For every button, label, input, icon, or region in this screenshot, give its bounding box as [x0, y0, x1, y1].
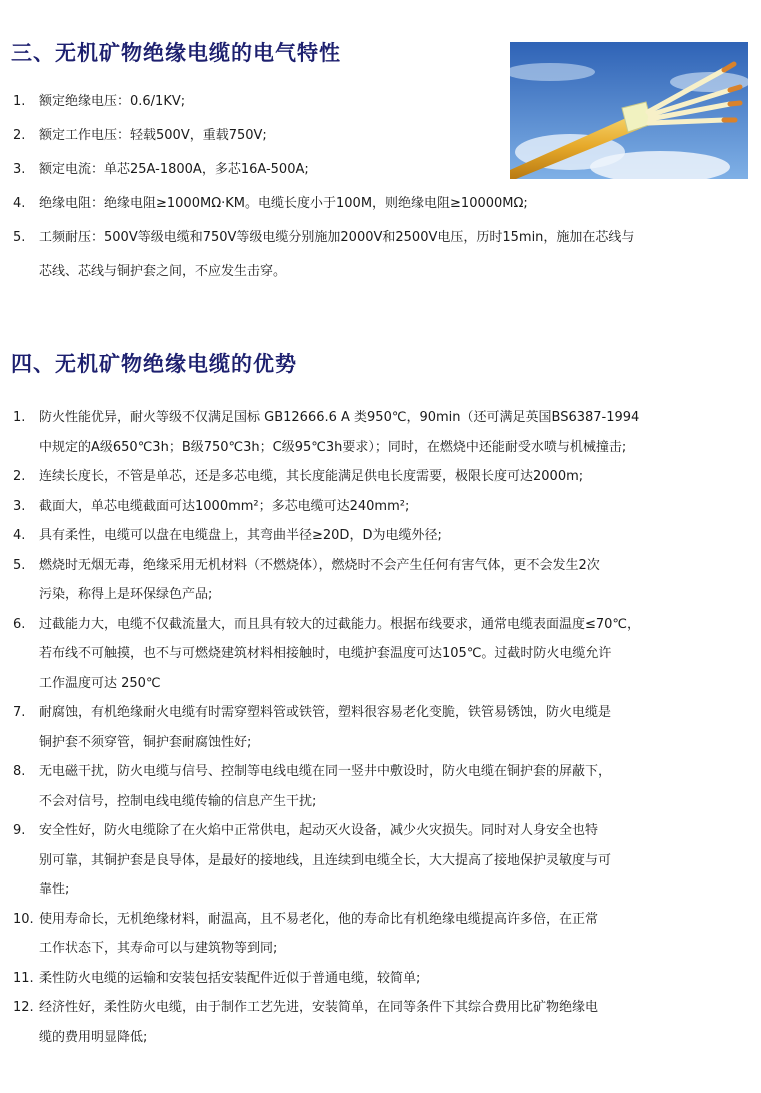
- item-number: 8.: [13, 764, 26, 779]
- item-text: 额定工作电压：轻载500V，重载750V;: [39, 128, 267, 143]
- list-item: [13, 187, 753, 221]
- item-number: 3.: [13, 498, 26, 514]
- item-text: 截面大，单芯电缆截面可达1000mm²；多芯电缆可达240mm²;: [39, 498, 410, 514]
- item-text: 铜护套不须穿管，铜护套耐腐蚀性好;: [39, 734, 252, 750]
- item-number: 5.: [13, 557, 26, 573]
- item-text: 使用寿命长，无机绝缘材料，耐温高，且不易老化，他的寿命比有机绝缘电缆提高许多倍，在正常: [39, 911, 599, 927]
- item-number: 12.: [13, 1000, 34, 1015]
- item-text: 燃烧时无烟无毒，绝缘采用无机材料（不燃烧体），燃烧时不会产生任何有害气体，更不会发生2次: [39, 557, 600, 573]
- list-item: [13, 816, 753, 905]
- item-text: 额定电流：单芯25A-1800A，多芯16A-500A;: [39, 162, 309, 177]
- item-number: 7.: [13, 705, 26, 720]
- item-text: 耐腐蚀，有机绝缘耐火电缆有时需穿塑料管或铁管，塑料很容易老化变脆，铁管易锈蚀，防火电缆是: [39, 705, 612, 720]
- item-text: 工频耐压：500V等级电缆和750V等级电缆分别施加2000V和2500V电压，历时15min，施加在芯线与: [39, 230, 635, 245]
- item-number: 1.: [13, 410, 26, 425]
- item-text: 缆的费用明显降低;: [39, 1029, 148, 1045]
- item-text: 靠性;: [39, 882, 70, 897]
- item-text: 不会对信号，控制电线电缆传输的信息产生干扰;: [39, 793, 317, 809]
- item-number: 9.: [13, 823, 26, 838]
- item-text: 若布线不可触摸，也不与可燃烧建筑材料相接触时，电缆护套温度可达105℃。过截时防火电缆允许: [39, 646, 612, 661]
- list-item: [13, 462, 753, 492]
- item-text: 连续长度长，不管是单芯，还是多芯电缆，其长度能满足供电长度需要，极限长度可达2000m;: [39, 469, 584, 484]
- section-3-title: 三、无机矿物绝缘电缆的电气特性: [11, 41, 341, 65]
- section-4-title: 四、无机矿物绝缘电缆的优势: [11, 352, 297, 376]
- item-text: 过截能力大，电缆不仅截流量大，而且具有较大的过截能力。根据布线要求，通常电缆表面温度≤70℃，: [39, 616, 641, 632]
- item-text: 绝缘电阻：绝缘电阻≥1000MΩ·KM。电缆长度小于100M，则绝缘电阻≥10000MΩ;: [39, 196, 528, 211]
- item-number: 3.: [13, 162, 26, 177]
- item-number: 2.: [13, 128, 26, 143]
- list-item: [13, 153, 753, 187]
- item-text: 芯线、芯线与铜护套之间，不应发生击穿。: [39, 264, 287, 279]
- item-number: 5.: [13, 230, 26, 245]
- item-number: 2.: [13, 469, 26, 484]
- item-text: 污染，称得上是环保绿色产品;: [39, 587, 213, 602]
- list-item: [13, 610, 753, 699]
- item-number: 11.: [13, 970, 34, 986]
- list-item: [13, 993, 753, 1052]
- list-item: [13, 403, 753, 462]
- list-item: [13, 85, 753, 119]
- list-item: [13, 119, 753, 153]
- list-item: [13, 905, 753, 964]
- section-4-list: [13, 403, 753, 1052]
- item-text: 经济性好，柔性防火电缆，由于制作工艺先进，安装简单，在同等条件下其综合费用比矿物绝缘电: [39, 1000, 599, 1015]
- item-text: 无电磁干扰，防火电缆与信号、控制等电线电缆在同一竖井中敷设时，防火电缆在铜护套的屏蔽下，: [39, 764, 612, 779]
- item-text: 防火性能优异，耐火等级不仅满足国标 GB12666.6 A 类950℃，90min（还可满足英国BS6387-1994: [39, 410, 640, 425]
- list-item: [13, 964, 753, 994]
- item-number: 6.: [13, 616, 26, 632]
- item-text: 中规定的A级650℃3h；B级750℃3h；C级95℃3h要求）；同时，在燃烧中还能耐受水喷与机械撞击;: [39, 439, 627, 455]
- item-number: 10.: [13, 911, 34, 927]
- item-text: 安全性好，防火电缆除了在火焰中正常供电，起动灭火设备，减少火灾损失。同时对人身安全也特: [39, 823, 599, 838]
- item-number: 4.: [13, 196, 26, 211]
- item-text: 别可靠，其铜护套是良导体，是最好的接地线，且连续到电缆全长，大大提高了接地保护灵敏度与可: [39, 852, 612, 868]
- list-item: [13, 221, 753, 289]
- list-item: [13, 551, 753, 610]
- item-text: 工作温度可达 250℃: [39, 675, 161, 691]
- item-text: 工作状态下，其寿命可以与建筑物等到同;: [39, 941, 278, 956]
- item-text: 具有柔性，电缆可以盘在电缆盘上，其弯曲半径≥20D，D为电缆外径;: [39, 528, 442, 543]
- item-text: 额定绝缘电压：0.6/1KV;: [39, 94, 186, 109]
- list-item: [13, 492, 753, 522]
- item-number: 4.: [13, 528, 26, 543]
- item-number: 1.: [13, 94, 26, 109]
- list-item: [13, 521, 753, 551]
- list-item: [13, 698, 753, 757]
- section-3-list: [13, 85, 753, 289]
- list-item: [13, 757, 753, 816]
- item-text: 柔性防火电缆的运输和安装包括安装配件近似于普通电缆，较简单;: [39, 970, 421, 986]
